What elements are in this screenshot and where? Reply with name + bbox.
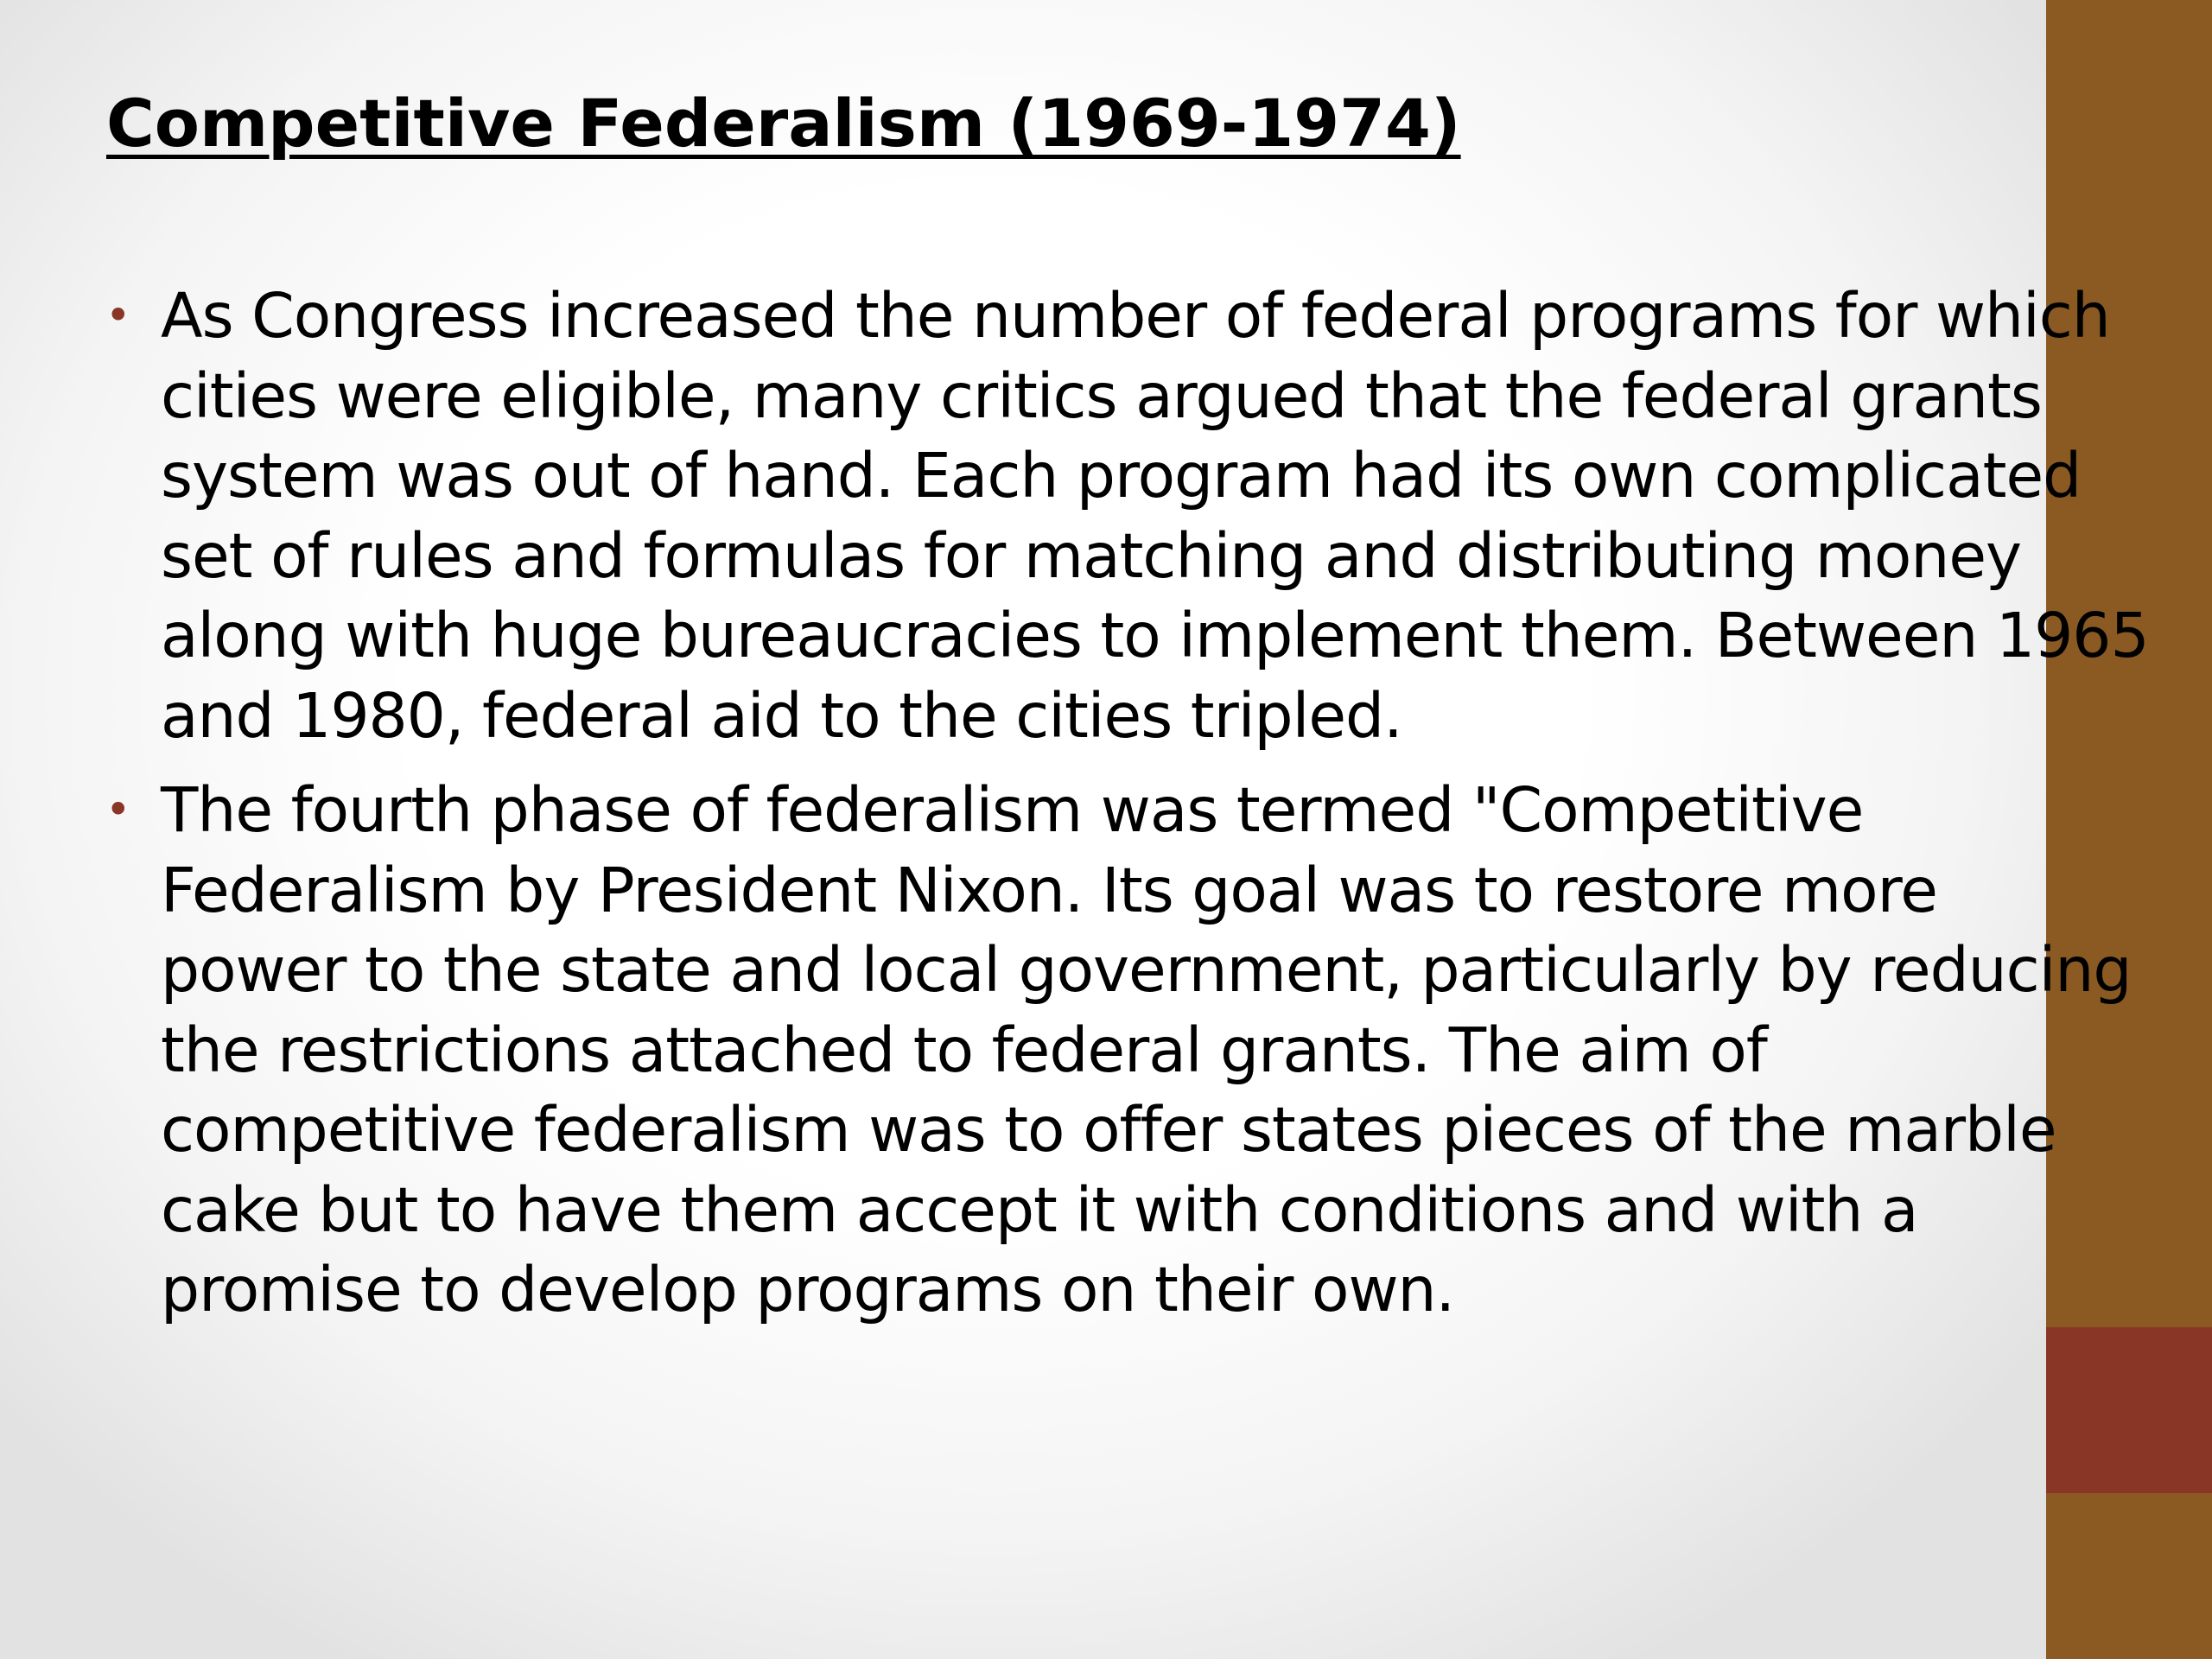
bullet-list	[105, 276, 2149, 1345]
bullet-text-line: power to the state and local government, particularly by reducing	[161, 934, 2132, 1006]
bullet-item-1	[105, 276, 2149, 756]
bullet-text-line: competitive federalism was to offer states pieces of the marble	[161, 1094, 2056, 1166]
bullet-text-line: cities were eligible, many critics argued that the federal grants	[161, 359, 2042, 432]
bullet-text-line: the restrictions attached to federal grants. The aim of	[161, 1014, 1767, 1086]
bullet-text-line: along with huge bureaucracies to implement them. Between 1965	[161, 600, 2149, 671]
bullet-text-line: cake but to have them accept it with conditions and with a	[161, 1173, 1918, 1246]
bullet-text-line: set of rules and formulas for matching and distributing money	[161, 519, 2022, 592]
bullet-icon: •	[105, 785, 131, 835]
bullet-text-line: The fourth phase of federalism was termed "Competitive	[161, 774, 1864, 846]
bullet-item-2	[105, 771, 2145, 1331]
bullet-text-line: As Congress increased the number of federal programs for which	[161, 280, 2110, 352]
bullet-icon: •	[105, 290, 131, 340]
bullet-text-line: Federalism by President Nixon. Its goal was to restore more	[161, 854, 1937, 926]
bullet-text-line: system was out of hand. Each program had its own complicated	[161, 440, 2082, 512]
slide-title: Competitive Federalism (1969-1974)	[106, 85, 1461, 162]
bullet-text-line: promise to develop programs on their own.	[161, 1254, 1455, 1325]
bullet-text-line: and 1980, federal aid to the cities tripled.	[161, 679, 1402, 752]
